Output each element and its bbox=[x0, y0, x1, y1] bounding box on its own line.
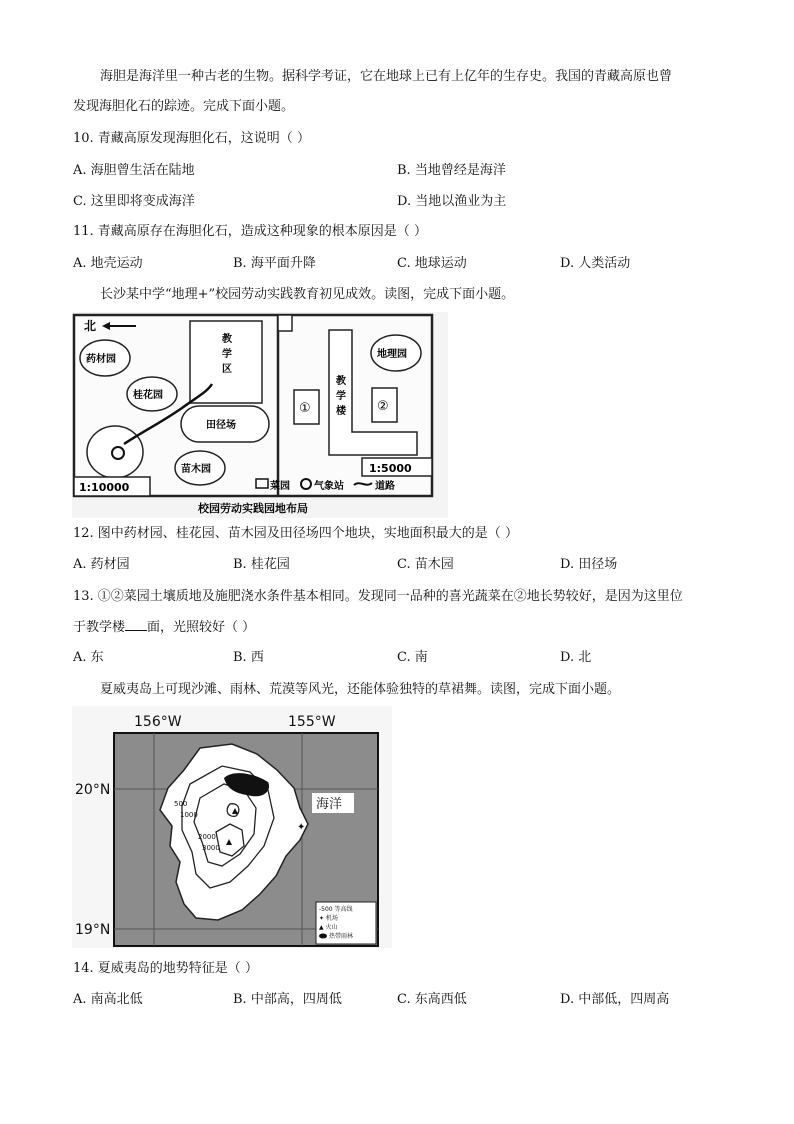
intro-passage-line2: 发现海胆化石的踪迹。完成下面小题。 bbox=[73, 99, 295, 114]
question-13-option-d[interactable]: D. 北 bbox=[560, 650, 592, 665]
osmanthus-garden-label: 桂花园 bbox=[133, 390, 163, 401]
longitude-label-155: 155°W bbox=[288, 714, 336, 730]
intro-passage-campus: 长沙某中学“地理+”校园劳动实践教育初见成效。读图，完成下面小题。 bbox=[100, 287, 515, 302]
question-14-stem: 14. 夏威夷岛的地势特征是（ ） bbox=[73, 961, 258, 976]
teaching-area-label-2: 学 bbox=[222, 349, 232, 360]
intro-passage-line1: 海胆是海洋里一种古老的生物。据科学考证，它在地球上已有上亿年的生存史。我国的青藏高原也曾 bbox=[100, 69, 673, 84]
question-12-option-a[interactable]: A. 药材园 bbox=[73, 557, 130, 572]
geography-garden-label: 地理园 bbox=[377, 349, 407, 360]
herb-garden-label: 药材园 bbox=[86, 354, 116, 365]
question-10-option-d[interactable]: D. 当地以渔业为主 bbox=[397, 194, 507, 209]
question-11-option-c[interactable]: C. 地球运动 bbox=[397, 256, 467, 271]
scale-right: 1:5000 bbox=[369, 462, 412, 475]
contour-label-500: 500 bbox=[174, 800, 188, 808]
question-10-option-b[interactable]: B. 当地曾经是海洋 bbox=[397, 163, 506, 178]
question-12-option-c[interactable]: C. 苗木园 bbox=[397, 557, 454, 572]
question-13-option-a[interactable]: A. 东 bbox=[73, 650, 104, 665]
airport-icon: ✦ bbox=[297, 822, 306, 833]
teaching-building-label-1: 教 bbox=[336, 376, 346, 387]
map-caption: 校园劳动实践园地布局 bbox=[198, 502, 308, 515]
contour-label-1000: 1000 bbox=[180, 811, 198, 819]
contour-label-3000: 3000 bbox=[202, 844, 220, 852]
latitude-label-19: 19°N bbox=[75, 922, 111, 938]
question-14-option-d[interactable]: D. 中部低，四周高 bbox=[560, 992, 670, 1007]
intro-passage-hawaii: 夏威夷岛上可现沙滩、雨林、荒漠等风光，还能体验独特的草裙舞。读图，完成下面小题。 bbox=[100, 682, 621, 697]
question-13-stem-line2 bbox=[73, 618, 255, 637]
hawaii-island-map bbox=[72, 706, 392, 948]
legend-rainforest-icon bbox=[319, 934, 327, 939]
question-11-option-b[interactable]: B. 海平面升降 bbox=[233, 256, 316, 271]
scale-left: 1:10000 bbox=[79, 481, 130, 494]
legend-road-icon bbox=[354, 483, 372, 485]
ocean-label: 海洋 bbox=[316, 797, 343, 812]
nursery-garden-label: 苗木园 bbox=[181, 464, 211, 475]
question-13-stem-part1: 于教学楼 bbox=[73, 620, 126, 635]
question-10-option-c[interactable]: C. 这里即将变成海洋 bbox=[73, 194, 195, 209]
question-10-stem: 10. 青藏高原发现海胆化石，这说明（ ） bbox=[73, 131, 310, 146]
legend-volcano: ▲ 火山 bbox=[319, 924, 338, 931]
question-12-stem: 12. 图中药材园、桂花园、苗木园及田径场四个地块，实地面积最大的是（ ） bbox=[73, 526, 518, 541]
question-11-option-a[interactable]: A. 地壳运动 bbox=[73, 256, 143, 271]
question-12-option-d[interactable]: D. 田径场 bbox=[560, 557, 618, 572]
track-field-label: 田径场 bbox=[206, 420, 236, 431]
question-13-blank[interactable] bbox=[125, 618, 147, 631]
question-13-stem-line1: 13. ①②菜园土壤质地及施肥浇水条件基本相同。发现同一品种的喜光蔬菜在②地长势较好，是因为这里位 bbox=[73, 589, 683, 604]
question-13-option-b[interactable]: B. 西 bbox=[233, 650, 264, 665]
legend-vegetable: 菜园 bbox=[270, 481, 290, 492]
north-label: 北 bbox=[84, 319, 97, 333]
longitude-label-156: 156°W bbox=[134, 714, 182, 730]
vegetable-plot-1-label: ① bbox=[299, 401, 311, 416]
teaching-area-label-1: 教 bbox=[222, 334, 232, 345]
question-14-option-c[interactable]: C. 东高西低 bbox=[397, 992, 467, 1007]
teaching-area-label-3: 区 bbox=[222, 364, 232, 375]
teaching-building-label-3: 楼 bbox=[336, 406, 346, 417]
legend-road: 道路 bbox=[375, 481, 395, 492]
contour-label-2000: 2000 bbox=[198, 833, 216, 841]
question-11-option-d[interactable]: D. 人类活动 bbox=[560, 256, 631, 271]
legend-weather: 气象站 bbox=[314, 481, 344, 492]
legend-airport: ✦ 机场 bbox=[319, 915, 338, 922]
question-11-stem: 11. 青藏高原存在海胆化石，造成这种现象的根本原因是（ ） bbox=[73, 224, 427, 239]
question-14-option-a[interactable]: A. 南高北低 bbox=[73, 992, 143, 1007]
question-12-option-b[interactable]: B. 桂花园 bbox=[233, 557, 290, 572]
latitude-label-20: 20°N bbox=[75, 782, 111, 798]
question-13-stem-part2: 面，光照较好（ ） bbox=[147, 620, 256, 635]
legend-rainforest: 热带雨林 bbox=[329, 933, 354, 940]
teaching-building-label-2: 学 bbox=[336, 391, 346, 402]
campus-layout-map bbox=[72, 312, 448, 518]
legend-vegetable-icon bbox=[256, 479, 268, 488]
vegetable-plot-2-label: ② bbox=[377, 399, 389, 414]
question-13-option-c[interactable]: C. 南 bbox=[397, 650, 428, 665]
legend-contour: -500 等高线 bbox=[319, 906, 353, 913]
question-14-option-b[interactable]: B. 中部高，四周低 bbox=[233, 992, 342, 1007]
question-10-option-a[interactable]: A. 海胆曾生活在陆地 bbox=[73, 163, 195, 178]
